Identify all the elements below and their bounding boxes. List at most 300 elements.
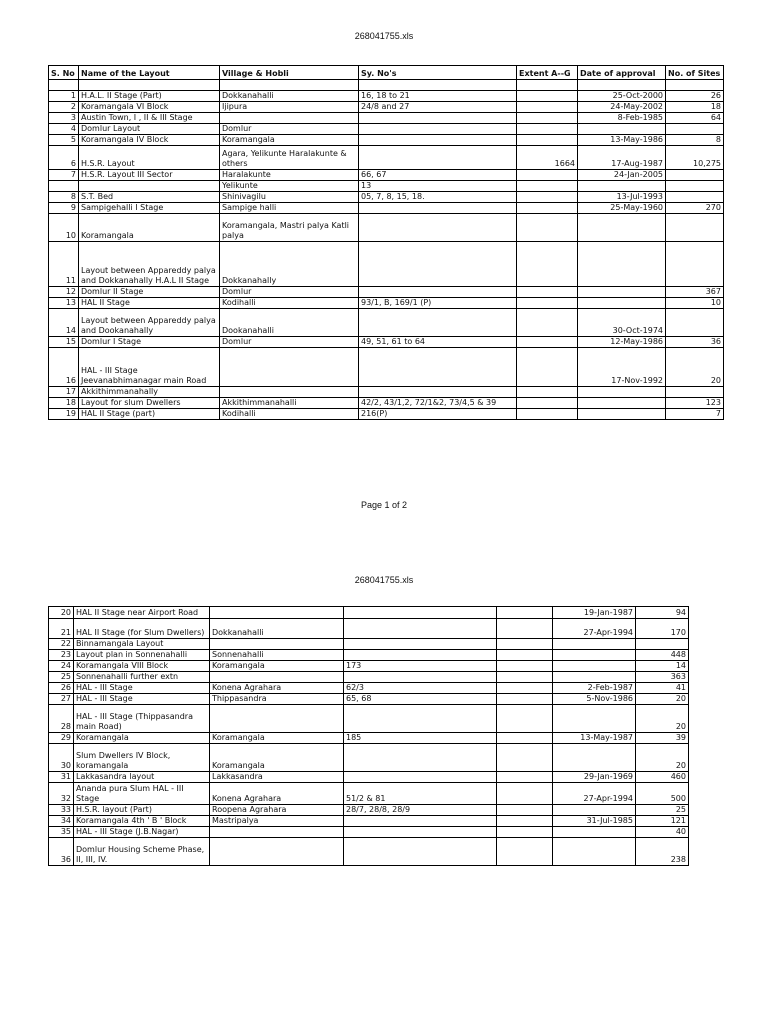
cell-sno: 31 (49, 772, 74, 783)
cell-sno: 17 (49, 387, 79, 398)
cell-layout-name: Lakkasandra layout (74, 772, 210, 783)
cell-layout-name: HAL - III Stage (J.B.Nagar) (74, 827, 210, 838)
cell-extent (517, 242, 578, 287)
table-row (49, 348, 724, 387)
cell-sites: 7 (666, 409, 724, 420)
cell-sy-nos: 51/2 & 81 (344, 783, 497, 805)
cell-village: Agara, Yelikunte Haralakunte & others (220, 146, 359, 170)
cell-sy-nos (359, 80, 517, 91)
cell-layout-name: Slum Dwellers IV Block, koramangala (74, 744, 210, 772)
table-row (49, 783, 689, 805)
cell-sites: 238 (636, 838, 689, 866)
cell-extent (517, 337, 578, 348)
cell-layout-name: Austin Town, I , II & III Stage (79, 113, 220, 124)
cell-village: Dokkanahalli (210, 619, 344, 639)
cell-sy-nos: 42/2, 43/1,2, 72/1&2, 73/4,5 & 39 (359, 398, 517, 409)
cell-extent (517, 91, 578, 102)
cell-extent (517, 113, 578, 124)
cell-sy-nos (359, 387, 517, 398)
cell-date: 24-Jan-2005 (578, 170, 666, 181)
cell-date (578, 181, 666, 192)
cell-sy-nos (359, 124, 517, 135)
table-row (49, 650, 689, 661)
cell-layout-name: Koramangala VIII Block (74, 661, 210, 672)
cell-extent (517, 409, 578, 420)
cell-sy-nos (359, 348, 517, 387)
cell-sy-nos (359, 135, 517, 146)
cell-layout-name: Binnamangala Layout (74, 639, 210, 650)
cell-sites: 367 (666, 287, 724, 298)
cell-layout-name: Layout between Appareddy palya and Dokkanahally H.A.L II Stage (79, 242, 220, 287)
cell-extent (517, 192, 578, 203)
cell-village (220, 113, 359, 124)
cell-village: Ijipura (220, 102, 359, 113)
table-row (49, 672, 689, 683)
header-sno: S. No (49, 66, 79, 80)
cell-sites: 40 (636, 827, 689, 838)
page2-file-title: 268041755.xls (354, 575, 414, 585)
cell-sno (49, 80, 79, 91)
cell-layout-name: HAL - III Stage (Thippasandra main Road) (74, 705, 210, 733)
cell-sy-nos (359, 146, 517, 170)
cell-date (578, 398, 666, 409)
header-layout-name: Name of the Layout (79, 66, 220, 80)
cell-sites: 10,275 (666, 146, 724, 170)
header-date-of-approval: Date of approval (578, 66, 666, 80)
cell-sy-nos (344, 772, 497, 783)
cell-sites: 20 (636, 744, 689, 772)
cell-village: Haralakunte (220, 170, 359, 181)
cell-sites: 20 (636, 705, 689, 733)
table-row (49, 91, 724, 102)
cell-sites: 363 (636, 672, 689, 683)
cell-extent (497, 619, 553, 639)
table-row (49, 170, 724, 181)
cell-village: Roopena Agrahara (210, 805, 344, 816)
cell-sy-nos: 66, 67 (359, 170, 517, 181)
table-row (49, 287, 724, 298)
cell-sy-nos: 93/1, B, 169/1 (P) (359, 298, 517, 309)
header-no-of-sites: No. of Sites (666, 66, 724, 80)
cell-extent (497, 683, 553, 694)
cell-sno: 33 (49, 805, 74, 816)
cell-village (210, 672, 344, 683)
cell-extent (517, 309, 578, 337)
cell-sites (666, 170, 724, 181)
table-row (49, 337, 724, 348)
table-row (49, 113, 724, 124)
cell-sites: 8 (666, 135, 724, 146)
cell-sites: 41 (636, 683, 689, 694)
cell-village (210, 838, 344, 866)
cell-sno: 9 (49, 203, 79, 214)
cell-village (220, 348, 359, 387)
cell-sno: 24 (49, 661, 74, 672)
cell-sites: 20 (636, 694, 689, 705)
cell-village: Konena Agrahara (210, 783, 344, 805)
cell-sy-nos: 173 (344, 661, 497, 672)
cell-sno: 32 (49, 783, 74, 805)
cell-village (210, 639, 344, 650)
table-row (49, 102, 724, 113)
cell-extent (497, 694, 553, 705)
cell-date: 27-Apr-1994 (553, 619, 636, 639)
table-row (49, 309, 724, 337)
cell-layout-name: Koramangala (79, 214, 220, 242)
cell-village (210, 607, 344, 619)
cell-extent (517, 203, 578, 214)
table-row (49, 639, 689, 650)
cell-sno: 34 (49, 816, 74, 827)
cell-sno: 20 (49, 607, 74, 619)
cell-village (220, 387, 359, 398)
cell-sites (666, 309, 724, 337)
cell-date (553, 827, 636, 838)
cell-sites (666, 242, 724, 287)
cell-date: 17-Aug-1987 (578, 146, 666, 170)
cell-sno: 3 (49, 113, 79, 124)
cell-sites: 123 (666, 398, 724, 409)
cell-sites (666, 387, 724, 398)
cell-sites: 36 (666, 337, 724, 348)
table-row (49, 694, 689, 705)
cell-sites (636, 639, 689, 650)
cell-sy-nos: 62/3 (344, 683, 497, 694)
cell-sy-nos: 65, 68 (344, 694, 497, 705)
cell-date (578, 124, 666, 135)
cell-sno: 4 (49, 124, 79, 135)
cell-sites: 14 (636, 661, 689, 672)
cell-extent (497, 772, 553, 783)
cell-layout-name: Layout plan in Sonnenahalli (74, 650, 210, 661)
cell-village: Konena Agrahara (210, 683, 344, 694)
cell-extent (497, 705, 553, 733)
cell-extent (497, 816, 553, 827)
cell-date: 13-May-1987 (553, 733, 636, 744)
cell-extent: 1664 (517, 146, 578, 170)
cell-sy-nos: 28/7, 28/8, 28/9 (344, 805, 497, 816)
cell-sy-nos (359, 113, 517, 124)
cell-sno: 8 (49, 192, 79, 203)
table-row (49, 838, 689, 866)
cell-date: 8-Feb-1985 (578, 113, 666, 124)
cell-extent (497, 783, 553, 805)
table-row (49, 387, 724, 398)
cell-village: Koramangala (210, 733, 344, 744)
cell-sno: 36 (49, 838, 74, 866)
cell-date (578, 409, 666, 420)
cell-sno: 13 (49, 298, 79, 309)
cell-layout-name: S.T. Bed (79, 192, 220, 203)
cell-date: 25-Oct-2000 (578, 91, 666, 102)
cell-village: Kodihalli (220, 409, 359, 420)
cell-date (553, 650, 636, 661)
table-row (49, 816, 689, 827)
cell-sites: 20 (666, 348, 724, 387)
cell-layout-name: HAL II Stage (part) (79, 409, 220, 420)
cell-sno: 14 (49, 309, 79, 337)
cell-date: 13-Jul-1993 (578, 192, 666, 203)
cell-village: Domlur (220, 337, 359, 348)
cell-village (210, 705, 344, 733)
cell-sites: 10 (666, 298, 724, 309)
cell-sites: 39 (636, 733, 689, 744)
cell-layout-name: HAL II Stage (79, 298, 220, 309)
page1-footer: Page 1 of 2 (360, 500, 408, 510)
cell-village: Yelikunte (220, 181, 359, 192)
cell-sno: 21 (49, 619, 74, 639)
cell-layout-name: Domlur II Stage (79, 287, 220, 298)
cell-date: 5-Nov-1986 (553, 694, 636, 705)
cell-village: Akkithimmanahalli (220, 398, 359, 409)
cell-sno: 30 (49, 744, 74, 772)
cell-sno: 11 (49, 242, 79, 287)
cell-sy-nos (344, 838, 497, 866)
cell-village: Thippasandra (210, 694, 344, 705)
cell-village: Dokkanahally (220, 242, 359, 287)
cell-village: Koramangala (220, 135, 359, 146)
cell-sy-nos (359, 309, 517, 337)
table-row (49, 298, 724, 309)
cell-sy-nos: 24/8 and 27 (359, 102, 517, 113)
table-row (49, 607, 689, 619)
cell-sy-nos (344, 744, 497, 772)
table-row (49, 744, 689, 772)
cell-sy-nos (344, 607, 497, 619)
cell-sy-nos: 05, 7, 8, 15, 18. (359, 192, 517, 203)
cell-layout-name: H.A.L. II Stage (Part) (79, 91, 220, 102)
cell-sites (666, 181, 724, 192)
table-row (49, 409, 724, 420)
cell-village: Shinivagilu (220, 192, 359, 203)
cell-layout-name: Koramangala IV Block (79, 135, 220, 146)
cell-village: Lakkasandra (210, 772, 344, 783)
cell-sy-nos (344, 827, 497, 838)
cell-date: 27-Apr-1994 (553, 783, 636, 805)
cell-extent (517, 170, 578, 181)
cell-extent (497, 661, 553, 672)
header-village-hobli: Village & Hobli (220, 66, 359, 80)
cell-sites (666, 124, 724, 135)
cell-sites: 64 (666, 113, 724, 124)
table-row (49, 214, 724, 242)
cell-date (553, 705, 636, 733)
cell-sites: 25 (636, 805, 689, 816)
cell-date (553, 639, 636, 650)
cell-layout-name: Koramangala (74, 733, 210, 744)
cell-sno: 23 (49, 650, 74, 661)
cell-village: Mastripalya (210, 816, 344, 827)
cell-sites: 170 (636, 619, 689, 639)
cell-sites (666, 192, 724, 203)
cell-layout-name (79, 181, 220, 192)
cell-village: Kodihalli (220, 298, 359, 309)
cell-layout-name: Domlur I Stage (79, 337, 220, 348)
cell-sno: 29 (49, 733, 74, 744)
cell-sno: 26 (49, 683, 74, 694)
header-sy-nos: Sy. No's (359, 66, 517, 80)
cell-extent (517, 80, 578, 91)
cell-extent (497, 805, 553, 816)
cell-date (553, 672, 636, 683)
cell-layout-name: Layout between Appareddy palya and Dookanahally (79, 309, 220, 337)
cell-sites: 18 (666, 102, 724, 113)
cell-date (578, 80, 666, 91)
cell-sy-nos: 13 (359, 181, 517, 192)
cell-sy-nos: 16, 18 to 21 (359, 91, 517, 102)
table-row (49, 619, 689, 639)
cell-layout-name: HAL II Stage (for Slum Dwellers) (74, 619, 210, 639)
cell-sites (666, 214, 724, 242)
cell-layout-name: H.S.R. Layout III Sector (79, 170, 220, 181)
table-row (49, 827, 689, 838)
cell-village: Koramangala (210, 661, 344, 672)
cell-sy-nos (359, 214, 517, 242)
cell-layout-name: HAL - III Stage (74, 683, 210, 694)
cell-extent (497, 639, 553, 650)
cell-date (578, 298, 666, 309)
table-row (49, 772, 689, 783)
cell-date: 13-May-1986 (578, 135, 666, 146)
header-extent: Extent A--G (517, 66, 578, 80)
cell-village: Domlur (220, 124, 359, 135)
cell-village: Koramangala (210, 744, 344, 772)
cell-sites: 94 (636, 607, 689, 619)
cell-extent (517, 398, 578, 409)
cell-date (553, 805, 636, 816)
cell-extent (497, 672, 553, 683)
table-row (49, 805, 689, 816)
cell-village: Koramangala, Mastri palya Katli palya (220, 214, 359, 242)
cell-extent (517, 214, 578, 242)
cell-extent (517, 102, 578, 113)
cell-village: Sampige halli (220, 203, 359, 214)
cell-sites: 121 (636, 816, 689, 827)
cell-sno: 35 (49, 827, 74, 838)
cell-layout-name: Ananda pura Slum HAL - III Stage (74, 783, 210, 805)
cell-sy-nos (359, 203, 517, 214)
cell-layout-name: Koramangala 4th ' B ' Block (74, 816, 210, 827)
cell-sy-nos (344, 672, 497, 683)
cell-date (578, 242, 666, 287)
page1-file-title: 268041755.xls (354, 31, 414, 41)
cell-sno: 5 (49, 135, 79, 146)
table-row (49, 146, 724, 170)
cell-date (553, 744, 636, 772)
cell-date: 30-Oct-1974 (578, 309, 666, 337)
cell-sy-nos (344, 639, 497, 650)
table-row (49, 124, 724, 135)
cell-extent (497, 744, 553, 772)
cell-sno: 25 (49, 672, 74, 683)
cell-sy-nos (359, 242, 517, 287)
cell-date: 17-Nov-1992 (578, 348, 666, 387)
cell-sno: 7 (49, 170, 79, 181)
cell-layout-name: Sampigehalli I Stage (79, 203, 220, 214)
cell-date (578, 387, 666, 398)
cell-layout-name: Layout for slum Dwellers (79, 398, 220, 409)
cell-layout-name: HAL II Stage near Airport Road (74, 607, 210, 619)
cell-village: Dookanahalli (220, 309, 359, 337)
cell-sno: 16 (49, 348, 79, 387)
table-row (49, 80, 724, 91)
cell-sno: 6 (49, 146, 79, 170)
cell-layout-name: HAL - III Stage Jeevanabhimanagar main Road (79, 348, 220, 387)
cell-sno: 10 (49, 214, 79, 242)
cell-sno: 2 (49, 102, 79, 113)
cell-sno: 28 (49, 705, 74, 733)
cell-extent (517, 298, 578, 309)
table-row (49, 733, 689, 744)
cell-extent (497, 838, 553, 866)
cell-village: Sonnenahalli (210, 650, 344, 661)
cell-date (553, 661, 636, 672)
cell-sites: 500 (636, 783, 689, 805)
table-row (49, 135, 724, 146)
cell-date: 31-Jul-1985 (553, 816, 636, 827)
cell-extent (497, 607, 553, 619)
cell-layout-name: HAL - III Stage (74, 694, 210, 705)
cell-sno: 27 (49, 694, 74, 705)
cell-date: 29-Jan-1969 (553, 772, 636, 783)
table-row (49, 683, 689, 694)
cell-sno: 12 (49, 287, 79, 298)
cell-layout-name: H.S.R. Layout (79, 146, 220, 170)
cell-sy-nos: 216(P) (359, 409, 517, 420)
cell-sy-nos (344, 619, 497, 639)
layout-table-page1 (48, 65, 724, 420)
cell-date: 24-May-2002 (578, 102, 666, 113)
cell-sno (49, 181, 79, 192)
cell-sno: 15 (49, 337, 79, 348)
cell-layout-name (79, 80, 220, 91)
cell-layout-name: Sonnenahalli further extn (74, 672, 210, 683)
cell-date (578, 287, 666, 298)
cell-sno: 18 (49, 398, 79, 409)
cell-extent (497, 827, 553, 838)
cell-extent (517, 387, 578, 398)
cell-date (578, 214, 666, 242)
cell-layout-name: Akkithimmanahally (79, 387, 220, 398)
cell-date: 12-May-1986 (578, 337, 666, 348)
cell-extent (517, 124, 578, 135)
cell-sites: 448 (636, 650, 689, 661)
cell-sno: 19 (49, 409, 79, 420)
cell-extent (497, 650, 553, 661)
table-row (49, 398, 724, 409)
cell-sy-nos (359, 287, 517, 298)
cell-sy-nos: 49, 51, 61 to 64 (359, 337, 517, 348)
layout-table-page2 (48, 606, 689, 866)
cell-sy-nos (344, 705, 497, 733)
cell-sy-nos (344, 650, 497, 661)
cell-layout-name: Domlur Housing Scheme Phase, II, III, IV. (74, 838, 210, 866)
cell-sites: 460 (636, 772, 689, 783)
cell-sites: 270 (666, 203, 724, 214)
cell-sites: 26 (666, 91, 724, 102)
table-row (49, 242, 724, 287)
cell-sy-nos: 185 (344, 733, 497, 744)
cell-layout-name: Koramangala VI Block (79, 102, 220, 113)
cell-sites (666, 80, 724, 91)
cell-sy-nos (344, 816, 497, 827)
table-row (49, 661, 689, 672)
cell-extent (497, 733, 553, 744)
cell-date (553, 838, 636, 866)
table-row (49, 203, 724, 214)
cell-sno: 1 (49, 91, 79, 102)
cell-date: 2-Feb-1987 (553, 683, 636, 694)
